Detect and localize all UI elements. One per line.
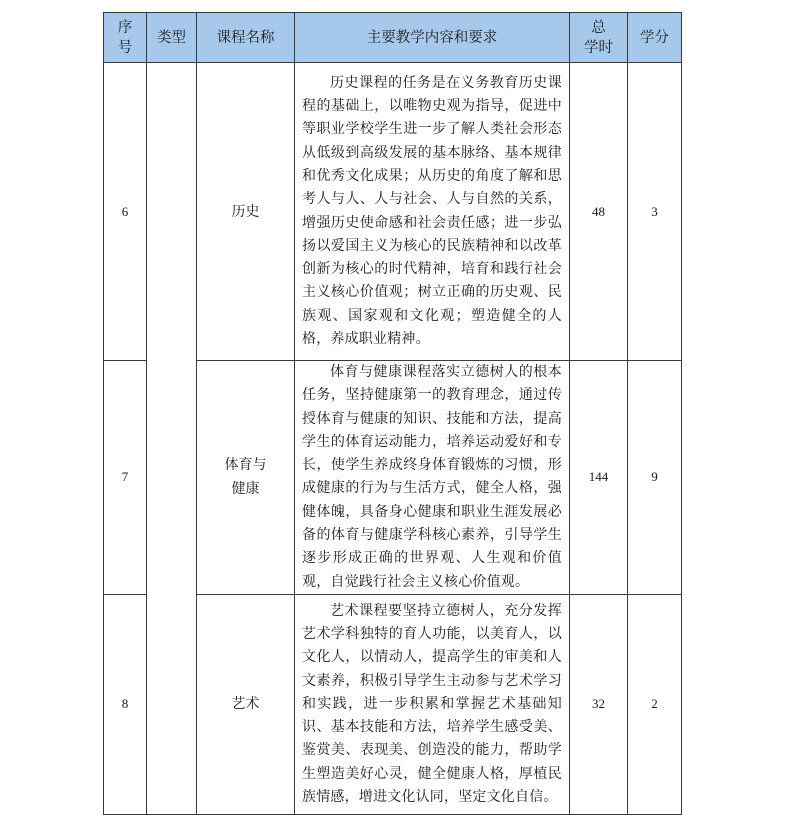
course-name-line1: 历史 — [231, 203, 260, 220]
header-seq — [104, 13, 147, 63]
header-hours-line1: 总 — [591, 19, 606, 36]
header-seq-line2: 号 — [117, 39, 133, 56]
header-hours-line2: 学时 — [584, 39, 613, 56]
row-hours: 32 — [570, 594, 628, 814]
row-credits: 3 — [628, 63, 682, 361]
row-course-name — [197, 361, 295, 595]
row-hours: 144 — [570, 361, 628, 595]
row-seq: 6 — [104, 63, 147, 361]
course-table — [103, 12, 682, 815]
row-content — [295, 594, 570, 814]
row-content — [295, 63, 570, 361]
course-name-line2: 健康 — [231, 481, 260, 498]
table-header-row — [104, 13, 682, 63]
row-hours: 48 — [570, 63, 628, 361]
row-seq: 7 — [104, 361, 147, 595]
header-hours — [570, 13, 628, 63]
header-type: 类型 — [147, 13, 197, 63]
content-text: 艺术课程要坚持立德树人，充分发挥艺术学科独特的育人功能，以美育人，以文化人，以情动人，提高学生的审美和人文素养，积极引导学生主动参与艺术学习和实践，进一步积累和掌握艺术基础知识、基本技能和方法，培养学生感受美、鉴赏美、表现美、创造没的能力，帮助学生塑造美好心灵，健全健康人格，厚植民族情感，增进文化认同，坚定文化自信。 — [302, 602, 562, 805]
row-content — [295, 361, 570, 595]
course-name-line1: 体育与 — [224, 457, 267, 474]
content-text: 体育与健康课程落实立德树人的根本任务，坚持健康第一的教育理念，通过传授体育与健康的知识、技能和方法，提高学生的体育运动能力，培养运动爱好和专长，使学生养成终身体育锻炼的习惯，形成健康的行为与生活方式，健全人格，强健体魄，具备身心健康和职业生涯发展必备的体育与健康学科核心素养，引导学生逐步形成正确的世界观、人生观和价值观，自觉践行社会主义核心价值观。 — [302, 364, 562, 590]
header-credits: 学分 — [628, 13, 682, 63]
course-table-container — [103, 12, 681, 811]
header-course-name: 课程名称 — [197, 13, 295, 63]
row-course-name — [197, 63, 295, 361]
row-type — [147, 63, 197, 815]
content-text: 历史课程的任务是在义务教育历史课程的基础上，以唯物史观为指导，促进中等职业学校学生进一步了解人类社会形态从低级到高级发展的基本脉络、基本规律和优秀文化成果；从历史的角度了解和思考人与人、人与社会、人与自然的关系，增强历史使命感和社会责任感；进一步弘扬以爱国主义为核心的民族精神和以改革创新为核心的时代精神，培育和践行社会主义核心价值观；树立正确的历史观、民族观、国家观和文化观；塑造健全的人格，养成职业精神。 — [302, 74, 562, 347]
row-credits: 9 — [628, 361, 682, 595]
row-credits: 2 — [628, 594, 682, 814]
table-row — [104, 63, 682, 361]
header-content: 主要教学内容和要求 — [295, 13, 570, 63]
row-course-name — [197, 594, 295, 814]
row-seq: 8 — [104, 594, 147, 814]
header-seq-line1: 序 — [117, 19, 133, 36]
course-name-line1: 艺术 — [231, 696, 260, 713]
